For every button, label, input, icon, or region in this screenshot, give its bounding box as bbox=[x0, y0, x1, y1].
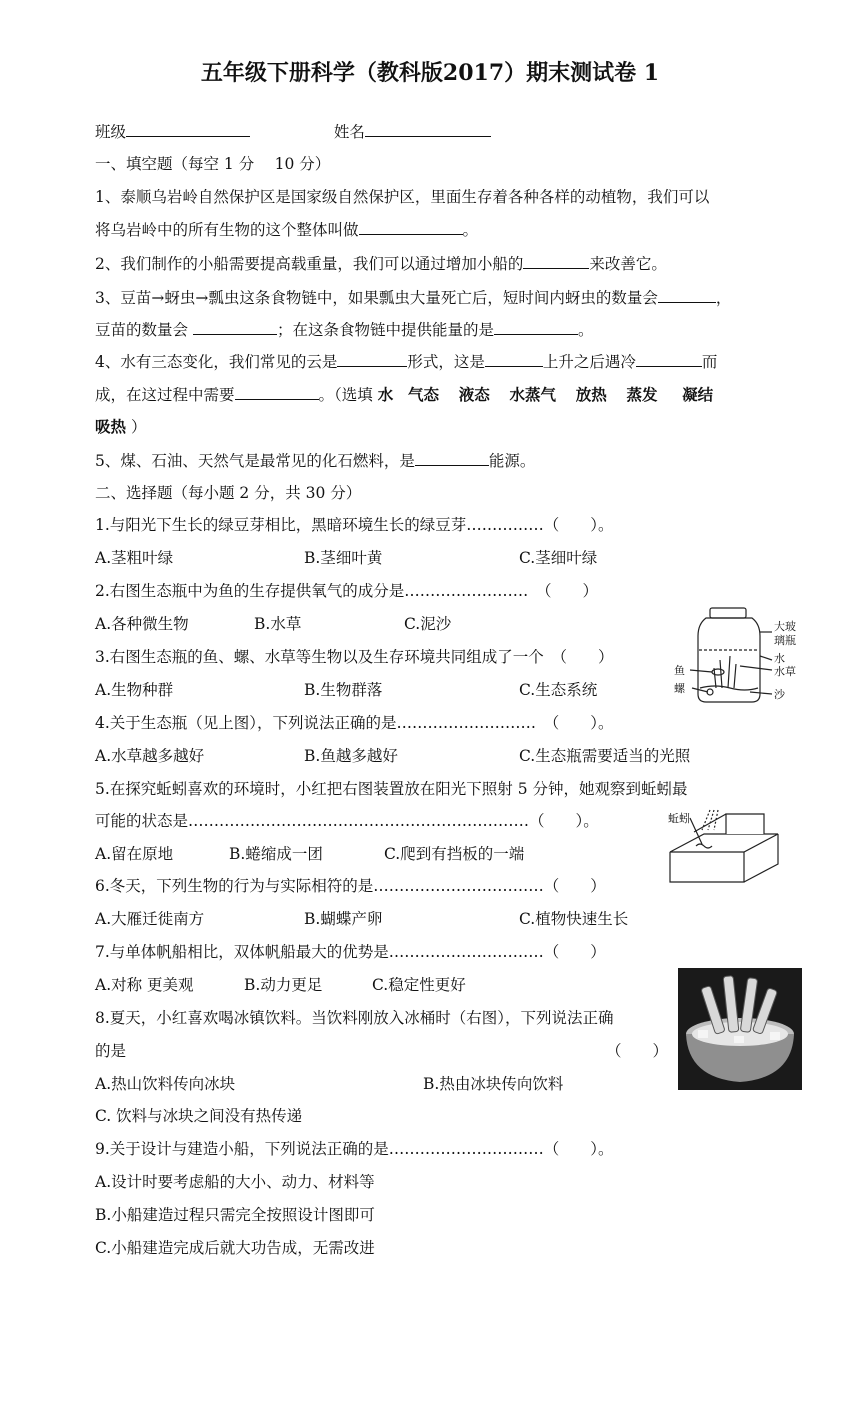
option-word: 凝结 bbox=[682, 385, 714, 404]
choice-q5-line1: 5.在探究蚯蚓喜欢的环境时，小红把右图装置放在阳光下照射 5 分钟，她观察到蚯蚓最 bbox=[95, 780, 688, 798]
option-word: 气态 bbox=[408, 385, 440, 404]
fill-q4-line2 bbox=[95, 384, 713, 405]
text: ；在这条食物链中提供能量的是 bbox=[276, 321, 494, 339]
q2-option-c[interactable]: C.泥沙 bbox=[404, 615, 452, 633]
text: 3、豆苗→蚜虫→瓢虫这条食物链中，如果瓢虫大量死亡后，短时间内蚜虫的数量会 bbox=[95, 289, 658, 307]
q6-option-a[interactable]: A.大雁迁徙南方 bbox=[95, 910, 205, 928]
fill-q4-line1 bbox=[95, 351, 717, 372]
q5-option-c[interactable]: C.爬到有挡板的一端 bbox=[384, 845, 525, 863]
page-title: 五年级下册科学（教科版2017）期末测试卷 1 bbox=[200, 60, 660, 86]
answer-blank[interactable] bbox=[636, 351, 702, 367]
jar-label: 水草 bbox=[774, 665, 796, 678]
text: 上升之后遇冷 bbox=[542, 353, 636, 371]
q7-option-b[interactable]: B.动力更足 bbox=[244, 976, 323, 994]
answer-blank[interactable] bbox=[235, 384, 319, 400]
choice-q8-paren: （ ） bbox=[606, 1042, 669, 1060]
jar-label: 璃瓶 bbox=[774, 634, 796, 647]
jar-lid bbox=[710, 608, 746, 618]
text: 成，在这过程中需要 bbox=[95, 386, 235, 404]
choice-q8-line1: 8.夏天，小红喜欢喝冰镇饮料。当饮料刚放入冰桶时（右图），下列说法正确 bbox=[95, 1009, 614, 1027]
ice-cube-icon bbox=[698, 1030, 708, 1038]
text: ， bbox=[715, 289, 732, 307]
earthworm-box-figure bbox=[664, 808, 784, 890]
text: 4、水有三态变化，我们常见的云是 bbox=[95, 353, 338, 371]
class-name-row bbox=[95, 121, 491, 142]
option-word: 液态 bbox=[458, 385, 490, 404]
fill-q5 bbox=[95, 450, 535, 471]
waterweed-icon bbox=[714, 656, 736, 688]
text: 豆苗的数量会 bbox=[95, 321, 189, 339]
answer-blank[interactable] bbox=[485, 351, 543, 367]
text: 2、我们制作的小船需要提高载重量，我们可以通过增加小船的 bbox=[95, 255, 524, 273]
answer-blank[interactable] bbox=[415, 450, 489, 466]
answer-blank[interactable] bbox=[359, 219, 463, 235]
fill-q3-line1 bbox=[95, 287, 731, 308]
choice-q3: 3.右图生态瓶的鱼、螺、水草等生物以及生存环境共同组成了一个 （ ） bbox=[95, 648, 614, 666]
q8-option-b[interactable]: B.热由冰块传向饮料 bbox=[423, 1075, 564, 1093]
section1-heading: 一、填空题（每空 1 分 10 分） bbox=[95, 155, 331, 173]
text: ） bbox=[130, 418, 147, 436]
q5-option-b[interactable]: B.蜷缩成一团 bbox=[229, 845, 323, 863]
q8-option-a[interactable]: A.热山饮料传向冰块 bbox=[95, 1075, 236, 1093]
option-word: 放热 bbox=[575, 385, 607, 404]
choice-q9: 9.关于设计与建造小船，下列说法正确的是…………………………（ ）。 bbox=[95, 1140, 614, 1158]
q3-option-c[interactable]: C.生态系统 bbox=[519, 681, 598, 699]
q1-option-c[interactable]: C.茎细叶绿 bbox=[519, 549, 598, 567]
jar-label: 螺 bbox=[674, 682, 685, 695]
text: 。 bbox=[577, 321, 594, 339]
fill-q2 bbox=[95, 253, 667, 274]
q6-option-b[interactable]: B.蝴蝶产卵 bbox=[304, 910, 383, 928]
q8-option-c[interactable]: C. 饮料与冰块之间没有热传递 bbox=[95, 1107, 303, 1125]
ice-bucket-photo bbox=[678, 968, 802, 1090]
name-blank[interactable] bbox=[365, 121, 491, 137]
q4-option-a[interactable]: A.水草越多越好 bbox=[95, 747, 205, 765]
q7-option-c[interactable]: C.稳定性更好 bbox=[372, 976, 466, 994]
fill-q1-line2 bbox=[95, 219, 478, 240]
q4-option-c[interactable]: C.生态瓶需要适当的光照 bbox=[519, 747, 691, 765]
answer-blank[interactable] bbox=[337, 351, 407, 367]
q1-option-a[interactable]: A.茎粗叶绿 bbox=[95, 549, 174, 567]
fill-q3-line2 bbox=[95, 319, 593, 340]
choice-q6: 6.冬天，下列生物的行为与实际相符的是……………………………（ ） bbox=[95, 877, 606, 895]
q7-option-a[interactable]: A.对称 更美观 bbox=[95, 976, 194, 994]
ecosystem-jar-figure bbox=[670, 604, 820, 706]
q5-option-a[interactable]: A.留在原地 bbox=[95, 845, 174, 863]
option-word: 水 bbox=[377, 385, 394, 404]
option-word: 水蒸气 bbox=[509, 385, 556, 404]
answer-blank[interactable] bbox=[494, 319, 578, 335]
text: 5、煤、石油、天然气是最常见的化石燃料，是 bbox=[95, 452, 415, 470]
class-label: 班级 bbox=[95, 123, 127, 141]
jar-label: 大玻 bbox=[774, 620, 796, 633]
choice-q1: 1.与阳光下生长的绿豆芽相比，黑暗环境生长的绿豆芽……………（ ）。 bbox=[95, 516, 614, 534]
q2-option-b[interactable]: B.水草 bbox=[254, 615, 302, 633]
text: 来改善它。 bbox=[589, 255, 667, 273]
text: 将乌岩岭中的所有生物的这个整体叫做 bbox=[95, 221, 359, 239]
fill-q4-line3 bbox=[95, 417, 146, 437]
choice-q2: 2.右图生态瓶中为鱼的生存提供氧气的成分是…………………… （ ） bbox=[95, 582, 599, 600]
text: 能源。 bbox=[488, 452, 536, 470]
choice-q4: 4.关于生态瓶（见上图），下列说法正确的是……………………… （ ）。 bbox=[95, 714, 614, 732]
q9-option-c[interactable]: C.小船建造完成后就大功告成，无需改进 bbox=[95, 1239, 375, 1257]
earthworm-icon bbox=[696, 844, 712, 848]
choice-q5-line2: 可能的状态是…………………………………………………………（ ）。 bbox=[95, 812, 599, 830]
q6-option-c[interactable]: C.植物快速生长 bbox=[519, 910, 629, 928]
text: 。 bbox=[462, 221, 479, 239]
section2-heading: 二、选择题（每小题 2 分，共 30 分） bbox=[95, 484, 362, 502]
option-word: 蒸发 bbox=[626, 385, 658, 404]
choice-q8-line2: 的是 bbox=[95, 1042, 127, 1060]
name-label: 姓名 bbox=[333, 123, 365, 141]
option-word: 吸热 bbox=[95, 417, 127, 436]
q9-option-a[interactable]: A.设计时要考虑船的大小、动力、材料等 bbox=[95, 1173, 375, 1191]
q9-option-b[interactable]: B.小船建造过程只需完全按照设计图即可 bbox=[95, 1206, 375, 1224]
answer-blank[interactable] bbox=[193, 319, 277, 335]
q2-option-a[interactable]: A.各种微生物 bbox=[95, 615, 189, 633]
choice-q7: 7.与单体帆船相比，双体帆船最大的优势是…………………………（ ） bbox=[95, 943, 606, 961]
q3-option-a[interactable]: A.生物种群 bbox=[95, 681, 174, 699]
worm-label: 蚯蚓 bbox=[668, 812, 690, 825]
jar-label: 鱼 bbox=[674, 664, 685, 677]
fill-q1-line1: 1、泰顺乌岩岭自然保护区是国家级自然保护区，里面生存着各种各样的动植物，我们可以 bbox=[95, 188, 710, 206]
class-blank[interactable] bbox=[126, 121, 250, 137]
text: 形式，这是 bbox=[407, 353, 485, 371]
q4-option-b[interactable]: B.鱼越多越好 bbox=[304, 747, 398, 765]
text: 。（选填 bbox=[318, 386, 373, 404]
jar-label: 水 bbox=[774, 652, 785, 665]
answer-blank[interactable] bbox=[523, 253, 589, 269]
text: 而 bbox=[701, 353, 718, 371]
jar-label: 沙 bbox=[774, 688, 785, 701]
q3-option-b[interactable]: B.生物群落 bbox=[304, 681, 383, 699]
q1-option-b[interactable]: B.茎细叶黄 bbox=[304, 549, 383, 567]
answer-blank[interactable] bbox=[658, 287, 716, 303]
